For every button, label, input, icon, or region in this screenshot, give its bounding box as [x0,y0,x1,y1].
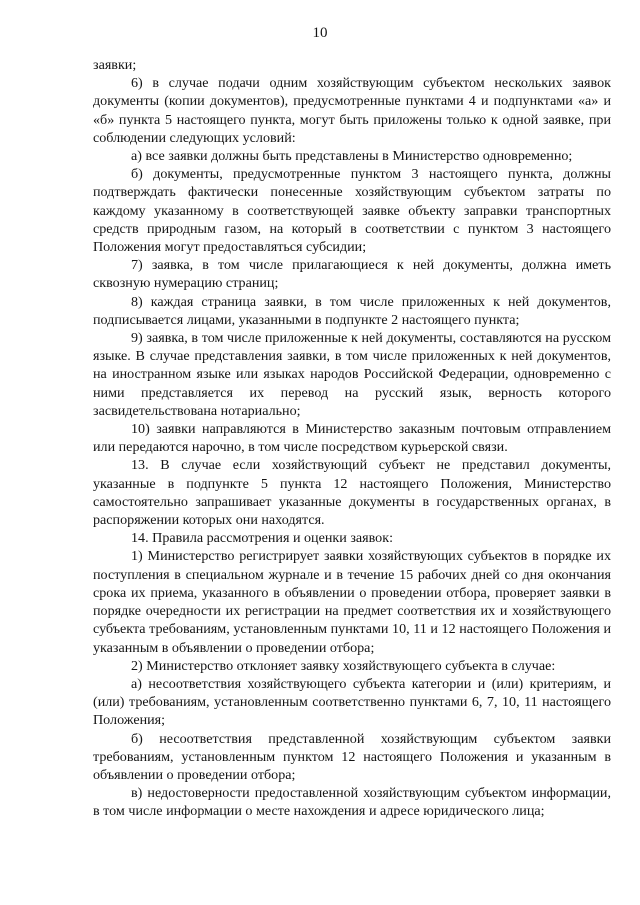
paragraph-item-6: 6) в случае подачи одним хозяйствующим субъектом нескольких заявок документы (копии документов), предусмотренные пунктами 4 и подпунктами «а» и «б» пункта 5 настоящего пункта, могут быть приложены только к одной заявке, при соблюдении следующих условий: [93,75,611,146]
paragraph-section-13: 13. В случае если хозяйствующий субъект не представил документы, указанные в подпункте 5 пункта 12 настоящего Положения, Министерство самостоятельно запрашивает указанные документы в государственных органах, в распоряжении которых они находятся. [93,457,611,529]
paragraph-continuation: заявки; [93,57,137,73]
document-body [93,56,611,821]
paragraph-item-8: 8) каждая страница заявки, в том числе приложенных к ней документов, подписывается лицами, указанными в подпункте 2 настоящего пункта; [93,293,611,328]
paragraph-item-10: 10) заявки направляются в Министерство заказным почтовым отправлением или передаются нарочно, в том числе посредством курьерской связи. [93,421,611,456]
paragraph-item-7: 7) заявка, в том числе прилагающиеся к ней документы, должна иметь сквозную нумерацию страниц; [93,257,611,292]
page-number: 10 [312,25,328,41]
paragraph-rule-1: 1) Министерство регистрирует заявки хозяйствующих субъектов в порядке их поступления в специальном журнале и в течение 15 рабочих дней со дня окончания срока их приема, указанного в объявлении о проведении отбора, проверяет заявки в порядке очередности их регистрации на предмет соответствия их и хозяйствующего субъекта требованиям, установленным пунктами 10, 11 и 12 настоящего Положения и указанным в объявлении о проведении отбора; [93,548,611,656]
paragraph-rule-2-v: в) недостоверности предоставленной хозяйствующим субъектом информации, в том числе информации о месте нахождения и адресе юридического лица; [93,785,611,820]
paragraph-rule-2: 2) Министерство отклоняет заявку хозяйствующего субъекта в случае: [131,657,556,674]
paragraph-subitem-a: а) все заявки должны быть представлены в Министерство одновременно; [131,148,573,165]
paragraph-rule-2-a: а) несоответствия хозяйствующего субъекта категории и (или) критериям, и (или) требованиям, установленным соответственно пунктами 6, 7, 10, 11 настоящего Положения; [93,675,611,729]
paragraph-item-9: 9) заявка, в том числе приложенные к ней документы, составляются на русском языке. В случае представления заявки, в том числе приложенных к ней документов, на иностранном языке или языках народов Российской Федерации, одновременно с ними представляется их перевод на русский язык, верность которого засвидетельствована нотариально; [93,330,611,419]
paragraph-section-14: 14. Правила рассмотрения и оценки заявок: [131,530,393,547]
paragraph-subitem-b: б) документы, предусмотренные пунктом 3 настоящего пункта, должны подтверждать фактически понесенные хозяйствующим субъектом затраты по каждому указанному в соответствующей заявке объекту заправки транспортных средств природным газом, на который в соответствии с пунктом 3 настоящего Положения могут предоставляться субсидии; [93,166,611,256]
paragraph-rule-2-b: б) несоответствия представленной хозяйствующим субъектом заявки требованиям, установленным пунктом 12 настоящего Положения и указанным в объявлении о проведении отбора; [93,730,611,783]
